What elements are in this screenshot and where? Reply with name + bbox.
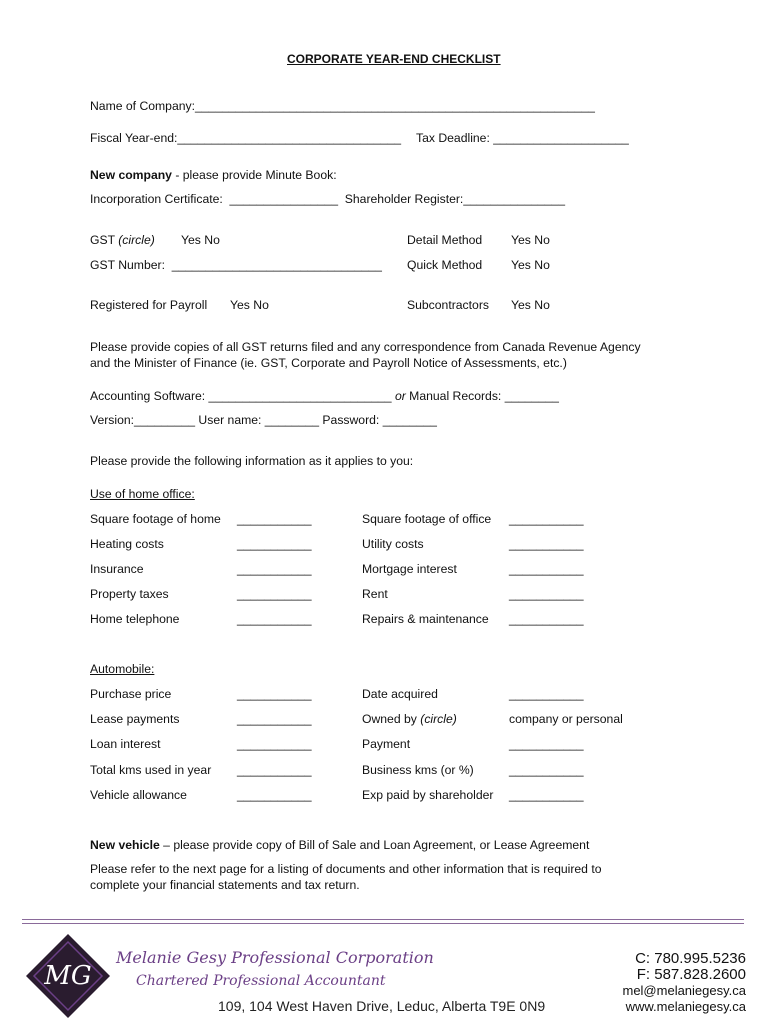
automobile-item-label: Business kms (or %) [362, 763, 474, 777]
manual-records-field[interactable]: Manual Records: ________ [405, 389, 559, 403]
home-office-item-label: Mortgage interest [362, 562, 457, 576]
footer-company-name: Melanie Gesy Professional Corporation [116, 948, 434, 967]
automobile-item-blank[interactable]: ___________ [237, 788, 312, 802]
gst-copies-text-1: Please provide copies of all GST returns filed and any correspondence from Canada Revenue Agency [90, 340, 641, 354]
home-office-item-blank[interactable]: ___________ [237, 562, 312, 576]
automobile-item-label: Loan interest [90, 737, 161, 751]
new-vehicle-note [90, 838, 589, 853]
home-office-item-blank[interactable]: ___________ [509, 562, 584, 576]
logo-letters: MG [44, 961, 92, 991]
subcontractors-label: Subcontractors [407, 298, 489, 312]
home-office-item-blank[interactable]: ___________ [237, 612, 312, 626]
incorporation-line[interactable]: Incorporation Certificate: ________________ Shareholder Register:_______________ [90, 192, 565, 206]
accounting-software-field[interactable]: Accounting Software: ___________________________ [90, 389, 395, 403]
automobile-item-blank[interactable]: ___________ [509, 788, 584, 802]
automobile-item-blank[interactable]: ___________ [237, 687, 312, 701]
automobile-heading: Automobile: [90, 662, 155, 676]
home-office-heading: Use of home office: [90, 487, 195, 501]
home-office-item-label: Square footage of home [90, 512, 221, 526]
automobile-item-blank[interactable]: ___________ [509, 687, 584, 701]
or-text: or [394, 389, 406, 403]
automobile-item-blank[interactable]: ___________ [237, 737, 312, 751]
owned-by-options[interactable]: company or personal [509, 712, 623, 726]
footer-divider-top [22, 919, 744, 920]
gst-label-text: GST [90, 233, 119, 247]
gst-label [90, 233, 155, 248]
footer-designation: Chartered Professional Accountant [136, 973, 386, 989]
info-intro: Please provide the following information as it applies to you: [90, 454, 414, 468]
home-office-item-blank[interactable]: ___________ [237, 512, 312, 526]
accounting-software-line[interactable] [90, 389, 559, 404]
home-office-item-blank[interactable]: ___________ [509, 537, 584, 551]
footer-email[interactable]: mel@melaniegesy.ca [622, 983, 746, 998]
version-credentials-line[interactable]: Version:_________ User name: ________ Password: ________ [90, 413, 437, 427]
gst-copies-text-2: and the Minister of Finance (ie. GST, Corporate and Payroll Notice of Assessments, etc.) [90, 356, 567, 370]
new-company-note [90, 168, 337, 183]
automobile-item-blank[interactable]: ___________ [237, 763, 312, 777]
automobile-item-blank[interactable]: ___________ [509, 737, 584, 751]
payroll-label: Registered for Payroll [90, 298, 208, 312]
new-company-text: - please provide Minute Book: [171, 168, 337, 182]
home-office-item-label: Utility costs [362, 537, 424, 551]
home-office-item-label: Home telephone [90, 612, 180, 626]
automobile-item-label: Total kms used in year [90, 763, 212, 777]
home-office-item-label: Repairs & maintenance [362, 612, 489, 626]
company-name-field[interactable]: Name of Company:___________________________________________________________ [90, 99, 595, 113]
automobile-item-label: Date acquired [362, 687, 438, 701]
footer-divider-bottom [22, 923, 744, 924]
owned-by-label: Owned by [362, 712, 421, 726]
footer-cell: C: 780.995.5236 [635, 950, 746, 967]
home-office-item-label: Insurance [90, 562, 144, 576]
detail-method-label: Detail Method [407, 233, 483, 247]
detail-method-options[interactable]: Yes No [511, 233, 550, 247]
gst-number-field[interactable]: GST Number: _______________________________ [90, 258, 382, 272]
owned-by-circle-hint: (circle) [420, 712, 457, 726]
home-office-item-blank[interactable]: ___________ [509, 512, 584, 526]
home-office-item-blank[interactable]: ___________ [509, 587, 584, 601]
new-company-label: New company [90, 168, 172, 182]
automobile-item-label: Exp paid by shareholder [362, 788, 494, 802]
subcontractors-options[interactable]: Yes No [511, 298, 550, 312]
automobile-item-blank[interactable]: ___________ [509, 763, 584, 777]
footer-address: 109, 104 West Haven Drive, Leduc, Alberta T9E 0N9 [218, 998, 546, 1014]
home-office-item-blank[interactable]: ___________ [509, 612, 584, 626]
automobile-item-label: Payment [362, 737, 411, 751]
quick-method-options[interactable]: Yes No [511, 258, 550, 272]
quick-method-label: Quick Method [407, 258, 483, 272]
home-office-item-label: Square footage of office [362, 512, 492, 526]
gst-options[interactable]: Yes No [181, 233, 220, 247]
automobile-item-label: Lease payments [90, 712, 180, 726]
next-page-text-2: complete your financial statements and tax return. [90, 878, 360, 892]
new-vehicle-text: – please provide copy of Bill of Sale and Loan Agreement, or Lease Agreement [159, 838, 590, 852]
home-office-item-blank[interactable]: ___________ [237, 587, 312, 601]
fiscal-year-end-field[interactable]: Fiscal Year-end:_________________________________ [90, 131, 402, 145]
automobile-item-label [362, 712, 457, 727]
page-title: CORPORATE YEAR-END CHECKLIST [287, 52, 501, 66]
footer-fax: F: 587.828.2600 [636, 966, 746, 983]
automobile-item-label: Purchase price [90, 687, 172, 701]
footer-website[interactable]: www.melaniegesy.ca [625, 999, 746, 1014]
automobile-item-label: Vehicle allowance [90, 788, 187, 802]
payroll-options[interactable]: Yes No [230, 298, 269, 312]
logo-diamond-icon [24, 932, 112, 1020]
home-office-item-label: Heating costs [90, 537, 164, 551]
home-office-item-blank[interactable]: ___________ [237, 537, 312, 551]
new-vehicle-label: New vehicle [90, 838, 160, 852]
tax-deadline-field[interactable]: Tax Deadline: ____________________ [416, 131, 629, 145]
automobile-item-blank[interactable]: ___________ [237, 712, 312, 726]
gst-circle-hint: (circle) [118, 233, 155, 247]
company-logo [24, 932, 112, 1020]
next-page-text-1: Please refer to the next page for a listing of documents and other information that is required to [90, 862, 602, 876]
home-office-item-label: Rent [362, 587, 388, 601]
home-office-item-label: Property taxes [90, 587, 169, 601]
